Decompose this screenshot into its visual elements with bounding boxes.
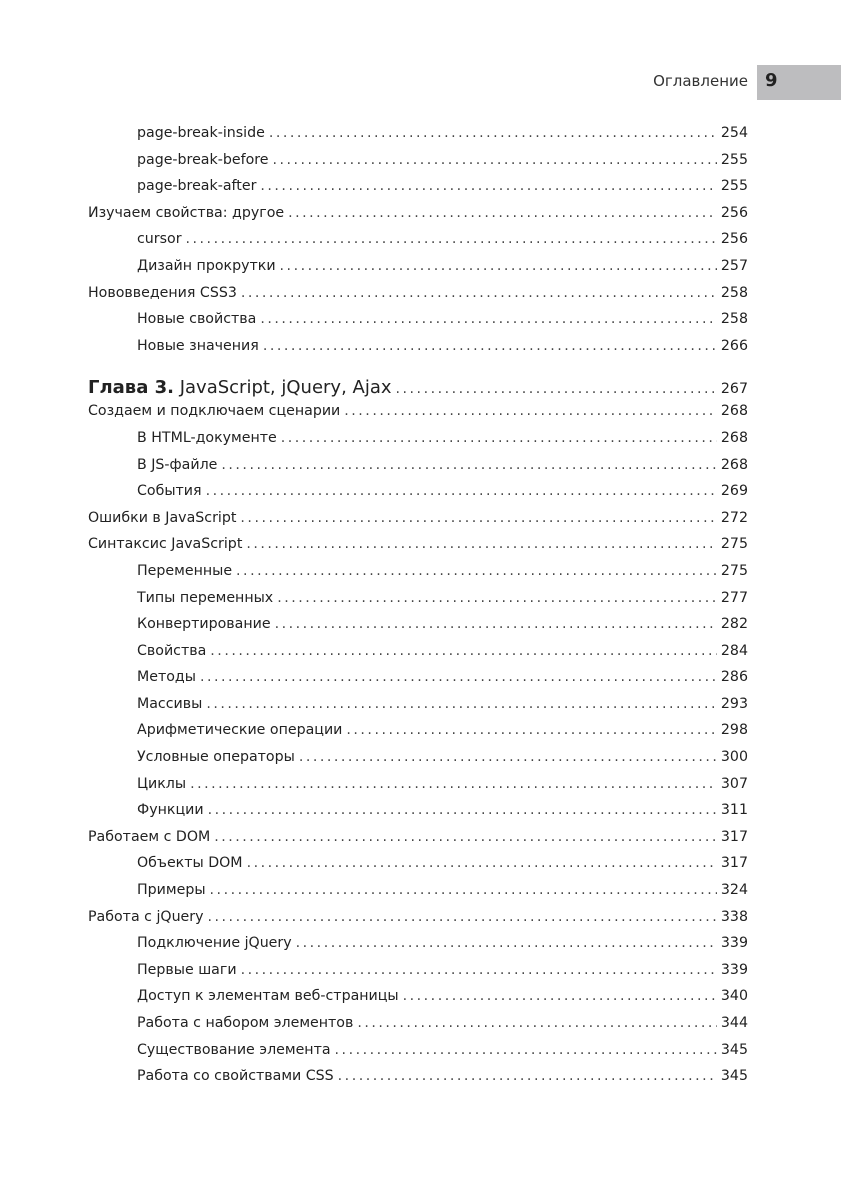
toc-entry[interactable] bbox=[88, 338, 748, 365]
page-ref: 269 bbox=[720, 483, 748, 500]
toc-entry[interactable] bbox=[88, 430, 748, 457]
toc-entry[interactable] bbox=[88, 563, 748, 590]
page-ref: 345 bbox=[720, 1068, 748, 1085]
dot-leader bbox=[338, 1068, 717, 1084]
entry-title: Ошибки в JavaScript bbox=[88, 509, 237, 526]
entry-title: Методы bbox=[137, 669, 196, 686]
toc-entry[interactable] bbox=[88, 722, 748, 749]
toc-entry[interactable] bbox=[88, 403, 748, 430]
entry-title: Синтаксис JavaScript bbox=[88, 536, 243, 553]
toc-entry[interactable] bbox=[88, 457, 748, 484]
entry-title: Циклы bbox=[137, 775, 187, 792]
toc-entry[interactable] bbox=[88, 510, 748, 537]
page-ref: 307 bbox=[720, 775, 748, 792]
entry-title: Условные операторы bbox=[137, 749, 295, 766]
chapter-name: JavaScript, jQuery, Ajax bbox=[179, 377, 392, 399]
dot-leader bbox=[396, 381, 717, 397]
page-ref: 275 bbox=[720, 562, 748, 579]
toc-entry[interactable] bbox=[88, 1015, 748, 1042]
page-ref: 258 bbox=[720, 284, 748, 301]
entry-title: В HTML-документе bbox=[137, 429, 277, 446]
entry-title: Типы переменных bbox=[137, 589, 274, 606]
entry-title: Работа с jQuery bbox=[88, 908, 204, 925]
dot-leader bbox=[210, 643, 717, 659]
dot-leader bbox=[275, 616, 717, 632]
toc-entry[interactable] bbox=[88, 962, 748, 989]
toc-entry[interactable] bbox=[88, 669, 748, 696]
entry-title: cursor bbox=[137, 231, 182, 248]
dot-leader bbox=[263, 338, 717, 354]
page-ref: 267 bbox=[720, 381, 748, 398]
entry-title: Существование элемента bbox=[137, 1041, 331, 1058]
entry-title: Изучаем свойства: другое bbox=[88, 204, 285, 221]
toc-entry[interactable] bbox=[88, 829, 748, 856]
dot-leader bbox=[344, 403, 717, 419]
page-ref: 254 bbox=[720, 125, 748, 141]
chapter-label: Глава 3. bbox=[88, 377, 174, 399]
page-ref: 339 bbox=[720, 961, 748, 978]
toc-entry[interactable] bbox=[88, 802, 748, 829]
page-ref: 338 bbox=[720, 908, 748, 925]
toc-entry[interactable] bbox=[88, 749, 748, 776]
dot-leader bbox=[206, 696, 717, 712]
dot-leader bbox=[346, 722, 717, 738]
dot-leader bbox=[221, 457, 717, 473]
toc-entry[interactable] bbox=[88, 483, 748, 510]
dot-leader bbox=[190, 776, 717, 792]
dot-leader bbox=[277, 590, 717, 606]
toc-entry[interactable] bbox=[88, 696, 748, 723]
page-ref: 256 bbox=[720, 231, 748, 248]
toc-entry[interactable] bbox=[88, 125, 748, 152]
page-ref: 256 bbox=[720, 204, 748, 221]
table-of-contents bbox=[88, 125, 748, 1095]
toc-entry[interactable] bbox=[88, 855, 748, 882]
entry-title: События bbox=[137, 483, 202, 500]
dot-leader bbox=[273, 152, 717, 168]
toc-entry[interactable] bbox=[88, 909, 748, 936]
page-number-tab bbox=[757, 65, 841, 100]
page-ref: 272 bbox=[720, 509, 748, 526]
toc-entry[interactable] bbox=[88, 285, 748, 312]
toc-entry[interactable] bbox=[88, 231, 748, 258]
page-ref: 298 bbox=[720, 722, 748, 739]
page-ref: 300 bbox=[720, 749, 748, 766]
page-ref: 340 bbox=[720, 988, 748, 1005]
toc-entry[interactable] bbox=[88, 882, 748, 909]
page-number: 9 bbox=[765, 70, 778, 91]
entry-title: Создаем и подключаем сценарии bbox=[88, 403, 341, 420]
dot-leader bbox=[280, 258, 717, 274]
dot-leader bbox=[186, 231, 717, 247]
dot-leader bbox=[288, 205, 717, 221]
toc-entry[interactable] bbox=[88, 178, 748, 205]
dot-leader bbox=[236, 563, 717, 579]
entry-title: page-break-before bbox=[137, 151, 269, 168]
page-ref: 317 bbox=[720, 828, 748, 845]
dot-leader bbox=[210, 882, 717, 898]
section-title: Оглавление bbox=[653, 72, 748, 90]
page-ref: 277 bbox=[720, 589, 748, 606]
page-ref: 284 bbox=[720, 642, 748, 659]
page-ref: 268 bbox=[720, 456, 748, 473]
entry-title: Новые значения bbox=[137, 337, 259, 354]
toc-entry[interactable] bbox=[88, 643, 748, 670]
dot-leader bbox=[299, 749, 717, 765]
toc-entry[interactable] bbox=[88, 590, 748, 617]
page-ref: 286 bbox=[720, 669, 748, 686]
dot-leader bbox=[269, 125, 717, 141]
dot-leader bbox=[240, 510, 716, 526]
page-ref: 275 bbox=[720, 536, 748, 553]
entry-title: Первые шаги bbox=[137, 961, 237, 978]
entry-title: Новые свойства bbox=[137, 311, 257, 328]
entry-title: Массивы bbox=[137, 695, 203, 712]
toc-entry[interactable] bbox=[88, 152, 748, 179]
entry-title: Дизайн прокрутки bbox=[137, 257, 276, 274]
page-ref: 268 bbox=[720, 429, 748, 446]
toc-entry[interactable] bbox=[88, 536, 748, 563]
page-ref: 268 bbox=[720, 403, 748, 420]
dot-leader bbox=[260, 178, 717, 194]
entry-title: Работаем с DOM bbox=[88, 828, 211, 845]
page-ref: 317 bbox=[720, 855, 748, 872]
dot-leader bbox=[247, 855, 717, 871]
entry-title: Примеры bbox=[137, 882, 206, 899]
entry-title: Подключение jQuery bbox=[137, 935, 292, 952]
toc-entry[interactable] bbox=[88, 205, 748, 232]
entry-title: Конвертирование bbox=[137, 616, 271, 633]
entry-title: Работа со свойствами CSS bbox=[137, 1068, 334, 1085]
dot-leader bbox=[246, 536, 717, 552]
entry-title: Объекты DOM bbox=[137, 855, 243, 872]
page-ref: 257 bbox=[720, 257, 748, 274]
dot-leader bbox=[200, 669, 717, 685]
toc-entry[interactable] bbox=[88, 935, 748, 962]
page-ref: 266 bbox=[720, 337, 748, 354]
dot-leader bbox=[260, 311, 717, 327]
entry-title: page-break-inside bbox=[137, 125, 265, 141]
chapter-heading[interactable] bbox=[88, 377, 748, 403]
page-ref: 345 bbox=[720, 1041, 748, 1058]
page-ref: 282 bbox=[720, 616, 748, 633]
dot-leader bbox=[357, 1015, 717, 1031]
toc-entry[interactable] bbox=[88, 776, 748, 803]
dot-leader bbox=[206, 483, 717, 499]
dot-leader bbox=[403, 988, 717, 1004]
entry-title: Переменные bbox=[137, 562, 233, 579]
entry-title: Свойства bbox=[137, 642, 207, 659]
chapter-title bbox=[88, 377, 392, 398]
dot-leader bbox=[281, 430, 717, 446]
page-ref: 255 bbox=[720, 151, 748, 168]
entry-title: В JS-файле bbox=[137, 456, 218, 473]
toc-entry[interactable] bbox=[88, 1042, 748, 1069]
toc-entry[interactable] bbox=[88, 988, 748, 1015]
page-ref: 258 bbox=[720, 311, 748, 328]
page-ref: 311 bbox=[720, 802, 748, 819]
entry-title: Работа с набором элементов bbox=[137, 1015, 354, 1031]
page-ref: 339 bbox=[720, 935, 748, 952]
dot-leader bbox=[296, 935, 717, 951]
dot-leader bbox=[241, 962, 717, 978]
dot-leader bbox=[335, 1042, 717, 1058]
dot-leader bbox=[208, 909, 717, 925]
dot-leader bbox=[241, 285, 717, 301]
page-ref: 344 bbox=[720, 1015, 748, 1031]
dot-leader bbox=[208, 802, 717, 818]
entry-title: Арифметические операции bbox=[137, 722, 343, 739]
toc-entry[interactable] bbox=[88, 311, 748, 338]
page-ref: 324 bbox=[720, 882, 748, 899]
toc-entry[interactable] bbox=[88, 1068, 748, 1095]
entry-title: Доступ к элементам веб-страницы bbox=[137, 988, 399, 1005]
entry-title: page-break-after bbox=[137, 178, 257, 195]
page-ref: 293 bbox=[720, 695, 748, 712]
toc-entry[interactable] bbox=[88, 258, 748, 285]
entry-title: Нововведения CSS3 bbox=[88, 284, 237, 301]
dot-leader bbox=[214, 829, 717, 845]
toc-entry[interactable] bbox=[88, 616, 748, 643]
entry-title: Функции bbox=[137, 802, 204, 819]
page-ref: 255 bbox=[720, 178, 748, 195]
